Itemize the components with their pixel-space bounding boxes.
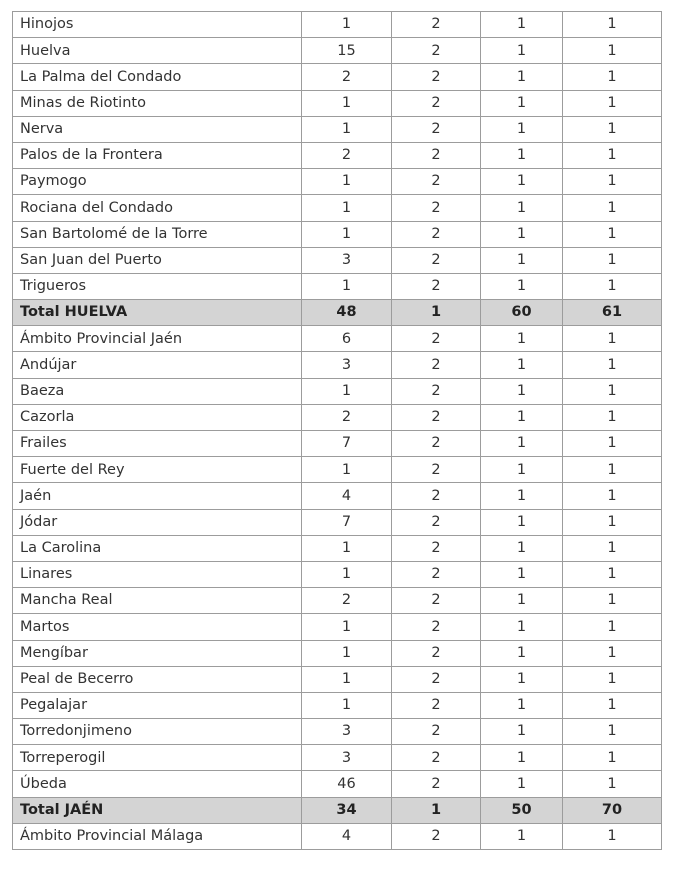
value-cell: 2 xyxy=(392,823,481,849)
value-cell: 2 xyxy=(392,404,481,430)
table-row xyxy=(13,221,662,247)
value-cell: 48 xyxy=(302,300,392,326)
value-cell: 2 xyxy=(392,90,481,116)
value-cell: 1 xyxy=(481,666,563,692)
table-row xyxy=(13,142,662,168)
value-cell: 1 xyxy=(302,169,392,195)
table-row xyxy=(13,640,662,666)
value-cell: 2 xyxy=(392,247,481,273)
value-cell: 2 xyxy=(392,561,481,587)
value-cell: 2 xyxy=(302,64,392,90)
row-name-cell: Jaén xyxy=(13,483,302,509)
value-cell: 7 xyxy=(302,509,392,535)
table-row xyxy=(13,745,662,771)
value-cell: 1 xyxy=(563,431,662,457)
value-cell: 1 xyxy=(302,640,392,666)
value-cell: 1 xyxy=(563,535,662,561)
value-cell: 1 xyxy=(481,771,563,797)
value-cell: 1 xyxy=(481,719,563,745)
value-cell: 1 xyxy=(302,457,392,483)
value-cell: 2 xyxy=(302,142,392,168)
value-cell: 70 xyxy=(563,797,662,823)
value-cell: 1 xyxy=(481,64,563,90)
value-cell: 2 xyxy=(392,535,481,561)
row-name-cell: Andújar xyxy=(13,352,302,378)
value-cell: 1 xyxy=(302,273,392,299)
value-cell: 1 xyxy=(481,640,563,666)
value-cell: 2 xyxy=(392,38,481,64)
value-cell: 1 xyxy=(481,90,563,116)
value-cell: 1 xyxy=(481,692,563,718)
value-cell: 1 xyxy=(563,12,662,38)
value-cell: 2 xyxy=(392,640,481,666)
table-row xyxy=(13,404,662,430)
value-cell: 2 xyxy=(392,378,481,404)
value-cell: 6 xyxy=(302,326,392,352)
value-cell: 1 xyxy=(481,404,563,430)
row-name-cell: Peal de Becerro xyxy=(13,666,302,692)
value-cell: 2 xyxy=(392,142,481,168)
data-table xyxy=(12,11,662,850)
value-cell: 1 xyxy=(302,195,392,221)
row-name-cell: Trigueros xyxy=(13,273,302,299)
value-cell: 3 xyxy=(302,745,392,771)
value-cell: 1 xyxy=(563,509,662,535)
value-cell: 2 xyxy=(302,404,392,430)
value-cell: 2 xyxy=(392,352,481,378)
table-row xyxy=(13,666,662,692)
table-row xyxy=(13,483,662,509)
value-cell: 1 xyxy=(481,431,563,457)
row-name-cell: La Palma del Condado xyxy=(13,64,302,90)
value-cell: 3 xyxy=(302,719,392,745)
value-cell: 1 xyxy=(563,823,662,849)
value-cell: 1 xyxy=(481,483,563,509)
row-name-cell: Cazorla xyxy=(13,404,302,430)
value-cell: 1 xyxy=(481,509,563,535)
value-cell: 1 xyxy=(563,745,662,771)
value-cell: 1 xyxy=(563,326,662,352)
row-name-cell: Minas de Riotinto xyxy=(13,90,302,116)
value-cell: 1 xyxy=(302,378,392,404)
row-name-cell: Jódar xyxy=(13,509,302,535)
value-cell: 2 xyxy=(392,326,481,352)
value-cell: 1 xyxy=(392,797,481,823)
value-cell: 60 xyxy=(481,300,563,326)
value-cell: 2 xyxy=(392,771,481,797)
value-cell: 4 xyxy=(302,823,392,849)
value-cell: 2 xyxy=(302,588,392,614)
total-row xyxy=(13,300,662,326)
table-row xyxy=(13,90,662,116)
row-name-cell: Ámbito Provincial Málaga xyxy=(13,823,302,849)
table-row xyxy=(13,64,662,90)
table-row xyxy=(13,535,662,561)
table-row xyxy=(13,378,662,404)
value-cell: 2 xyxy=(392,719,481,745)
value-cell: 1 xyxy=(563,38,662,64)
value-cell: 1 xyxy=(302,614,392,640)
value-cell: 1 xyxy=(481,247,563,273)
table-row xyxy=(13,352,662,378)
value-cell: 1 xyxy=(481,745,563,771)
value-cell: 1 xyxy=(563,588,662,614)
row-name-cell: Mengíbar xyxy=(13,640,302,666)
value-cell: 2 xyxy=(392,745,481,771)
value-cell: 1 xyxy=(563,692,662,718)
row-name-cell: Ámbito Provincial Jaén xyxy=(13,326,302,352)
value-cell: 3 xyxy=(302,352,392,378)
value-cell: 1 xyxy=(302,116,392,142)
value-cell: 1 xyxy=(481,195,563,221)
value-cell: 46 xyxy=(302,771,392,797)
value-cell: 2 xyxy=(392,509,481,535)
value-cell: 2 xyxy=(392,12,481,38)
value-cell: 1 xyxy=(563,64,662,90)
value-cell: 2 xyxy=(392,692,481,718)
value-cell: 1 xyxy=(563,378,662,404)
value-cell: 1 xyxy=(563,116,662,142)
row-name-cell: La Carolina xyxy=(13,535,302,561)
table-row xyxy=(13,116,662,142)
value-cell: 1 xyxy=(481,38,563,64)
value-cell: 1 xyxy=(563,142,662,168)
value-cell: 1 xyxy=(563,614,662,640)
value-cell: 2 xyxy=(392,64,481,90)
table-body xyxy=(13,12,662,850)
value-cell: 1 xyxy=(563,457,662,483)
table-row xyxy=(13,771,662,797)
value-cell: 2 xyxy=(392,614,481,640)
value-cell: 1 xyxy=(302,90,392,116)
value-cell: 1 xyxy=(481,561,563,587)
value-cell: 2 xyxy=(392,483,481,509)
value-cell: 2 xyxy=(392,666,481,692)
row-name-cell: Palos de la Frontera xyxy=(13,142,302,168)
value-cell: 1 xyxy=(563,404,662,430)
value-cell: 4 xyxy=(302,483,392,509)
value-cell: 61 xyxy=(563,300,662,326)
total-row xyxy=(13,797,662,823)
value-cell: 1 xyxy=(481,273,563,299)
value-cell: 1 xyxy=(392,300,481,326)
value-cell: 50 xyxy=(481,797,563,823)
row-name-cell: Torreperogil xyxy=(13,745,302,771)
row-name-cell: Paymogo xyxy=(13,169,302,195)
value-cell: 1 xyxy=(302,666,392,692)
table-row xyxy=(13,719,662,745)
value-cell: 1 xyxy=(481,823,563,849)
row-name-cell: Total HUELVA xyxy=(13,300,302,326)
value-cell: 1 xyxy=(481,378,563,404)
value-cell: 1 xyxy=(481,12,563,38)
table-row xyxy=(13,561,662,587)
row-name-cell: Mancha Real xyxy=(13,588,302,614)
value-cell: 1 xyxy=(563,561,662,587)
value-cell: 1 xyxy=(563,169,662,195)
value-cell: 2 xyxy=(392,221,481,247)
table-row xyxy=(13,326,662,352)
row-name-cell: Frailes xyxy=(13,431,302,457)
row-name-cell: Linares xyxy=(13,561,302,587)
value-cell: 1 xyxy=(563,771,662,797)
table-row xyxy=(13,431,662,457)
value-cell: 1 xyxy=(481,326,563,352)
value-cell: 1 xyxy=(563,247,662,273)
value-cell: 2 xyxy=(392,588,481,614)
value-cell: 1 xyxy=(302,561,392,587)
value-cell: 1 xyxy=(563,352,662,378)
value-cell: 1 xyxy=(481,457,563,483)
table-row xyxy=(13,614,662,640)
row-name-cell: Martos xyxy=(13,614,302,640)
row-name-cell: Úbeda xyxy=(13,771,302,797)
table-row xyxy=(13,169,662,195)
value-cell: 7 xyxy=(302,431,392,457)
value-cell: 1 xyxy=(302,535,392,561)
row-name-cell: San Juan del Puerto xyxy=(13,247,302,273)
value-cell: 1 xyxy=(563,483,662,509)
value-cell: 1 xyxy=(481,535,563,561)
value-cell: 1 xyxy=(481,614,563,640)
value-cell: 2 xyxy=(392,195,481,221)
row-name-cell: Torredonjimeno xyxy=(13,719,302,745)
table-row xyxy=(13,823,662,849)
row-name-cell: Hinojos xyxy=(13,12,302,38)
table-row xyxy=(13,38,662,64)
table-row xyxy=(13,12,662,38)
value-cell: 1 xyxy=(481,169,563,195)
row-name-cell: Nerva xyxy=(13,116,302,142)
row-name-cell: Huelva xyxy=(13,38,302,64)
value-cell: 1 xyxy=(481,116,563,142)
value-cell: 2 xyxy=(392,431,481,457)
value-cell: 1 xyxy=(563,666,662,692)
value-cell: 1 xyxy=(563,273,662,299)
value-cell: 1 xyxy=(563,719,662,745)
value-cell: 1 xyxy=(563,195,662,221)
table-row xyxy=(13,588,662,614)
value-cell: 15 xyxy=(302,38,392,64)
table-row xyxy=(13,457,662,483)
value-cell: 1 xyxy=(481,588,563,614)
table-row xyxy=(13,273,662,299)
table-row xyxy=(13,509,662,535)
value-cell: 1 xyxy=(481,221,563,247)
table-row xyxy=(13,247,662,273)
row-name-cell: Pegalajar xyxy=(13,692,302,718)
row-name-cell: Rociana del Condado xyxy=(13,195,302,221)
value-cell: 2 xyxy=(392,457,481,483)
value-cell: 3 xyxy=(302,247,392,273)
value-cell: 1 xyxy=(563,221,662,247)
value-cell: 34 xyxy=(302,797,392,823)
row-name-cell: Total JAÉN xyxy=(13,797,302,823)
value-cell: 2 xyxy=(392,116,481,142)
row-name-cell: Baeza xyxy=(13,378,302,404)
value-cell: 2 xyxy=(392,273,481,299)
value-cell: 1 xyxy=(563,90,662,116)
value-cell: 1 xyxy=(302,12,392,38)
table-row xyxy=(13,692,662,718)
value-cell: 1 xyxy=(481,352,563,378)
value-cell: 2 xyxy=(392,169,481,195)
value-cell: 1 xyxy=(302,692,392,718)
row-name-cell: San Bartolomé de la Torre xyxy=(13,221,302,247)
value-cell: 1 xyxy=(563,640,662,666)
value-cell: 1 xyxy=(302,221,392,247)
row-name-cell: Fuerte del Rey xyxy=(13,457,302,483)
value-cell: 1 xyxy=(481,142,563,168)
table-row xyxy=(13,195,662,221)
